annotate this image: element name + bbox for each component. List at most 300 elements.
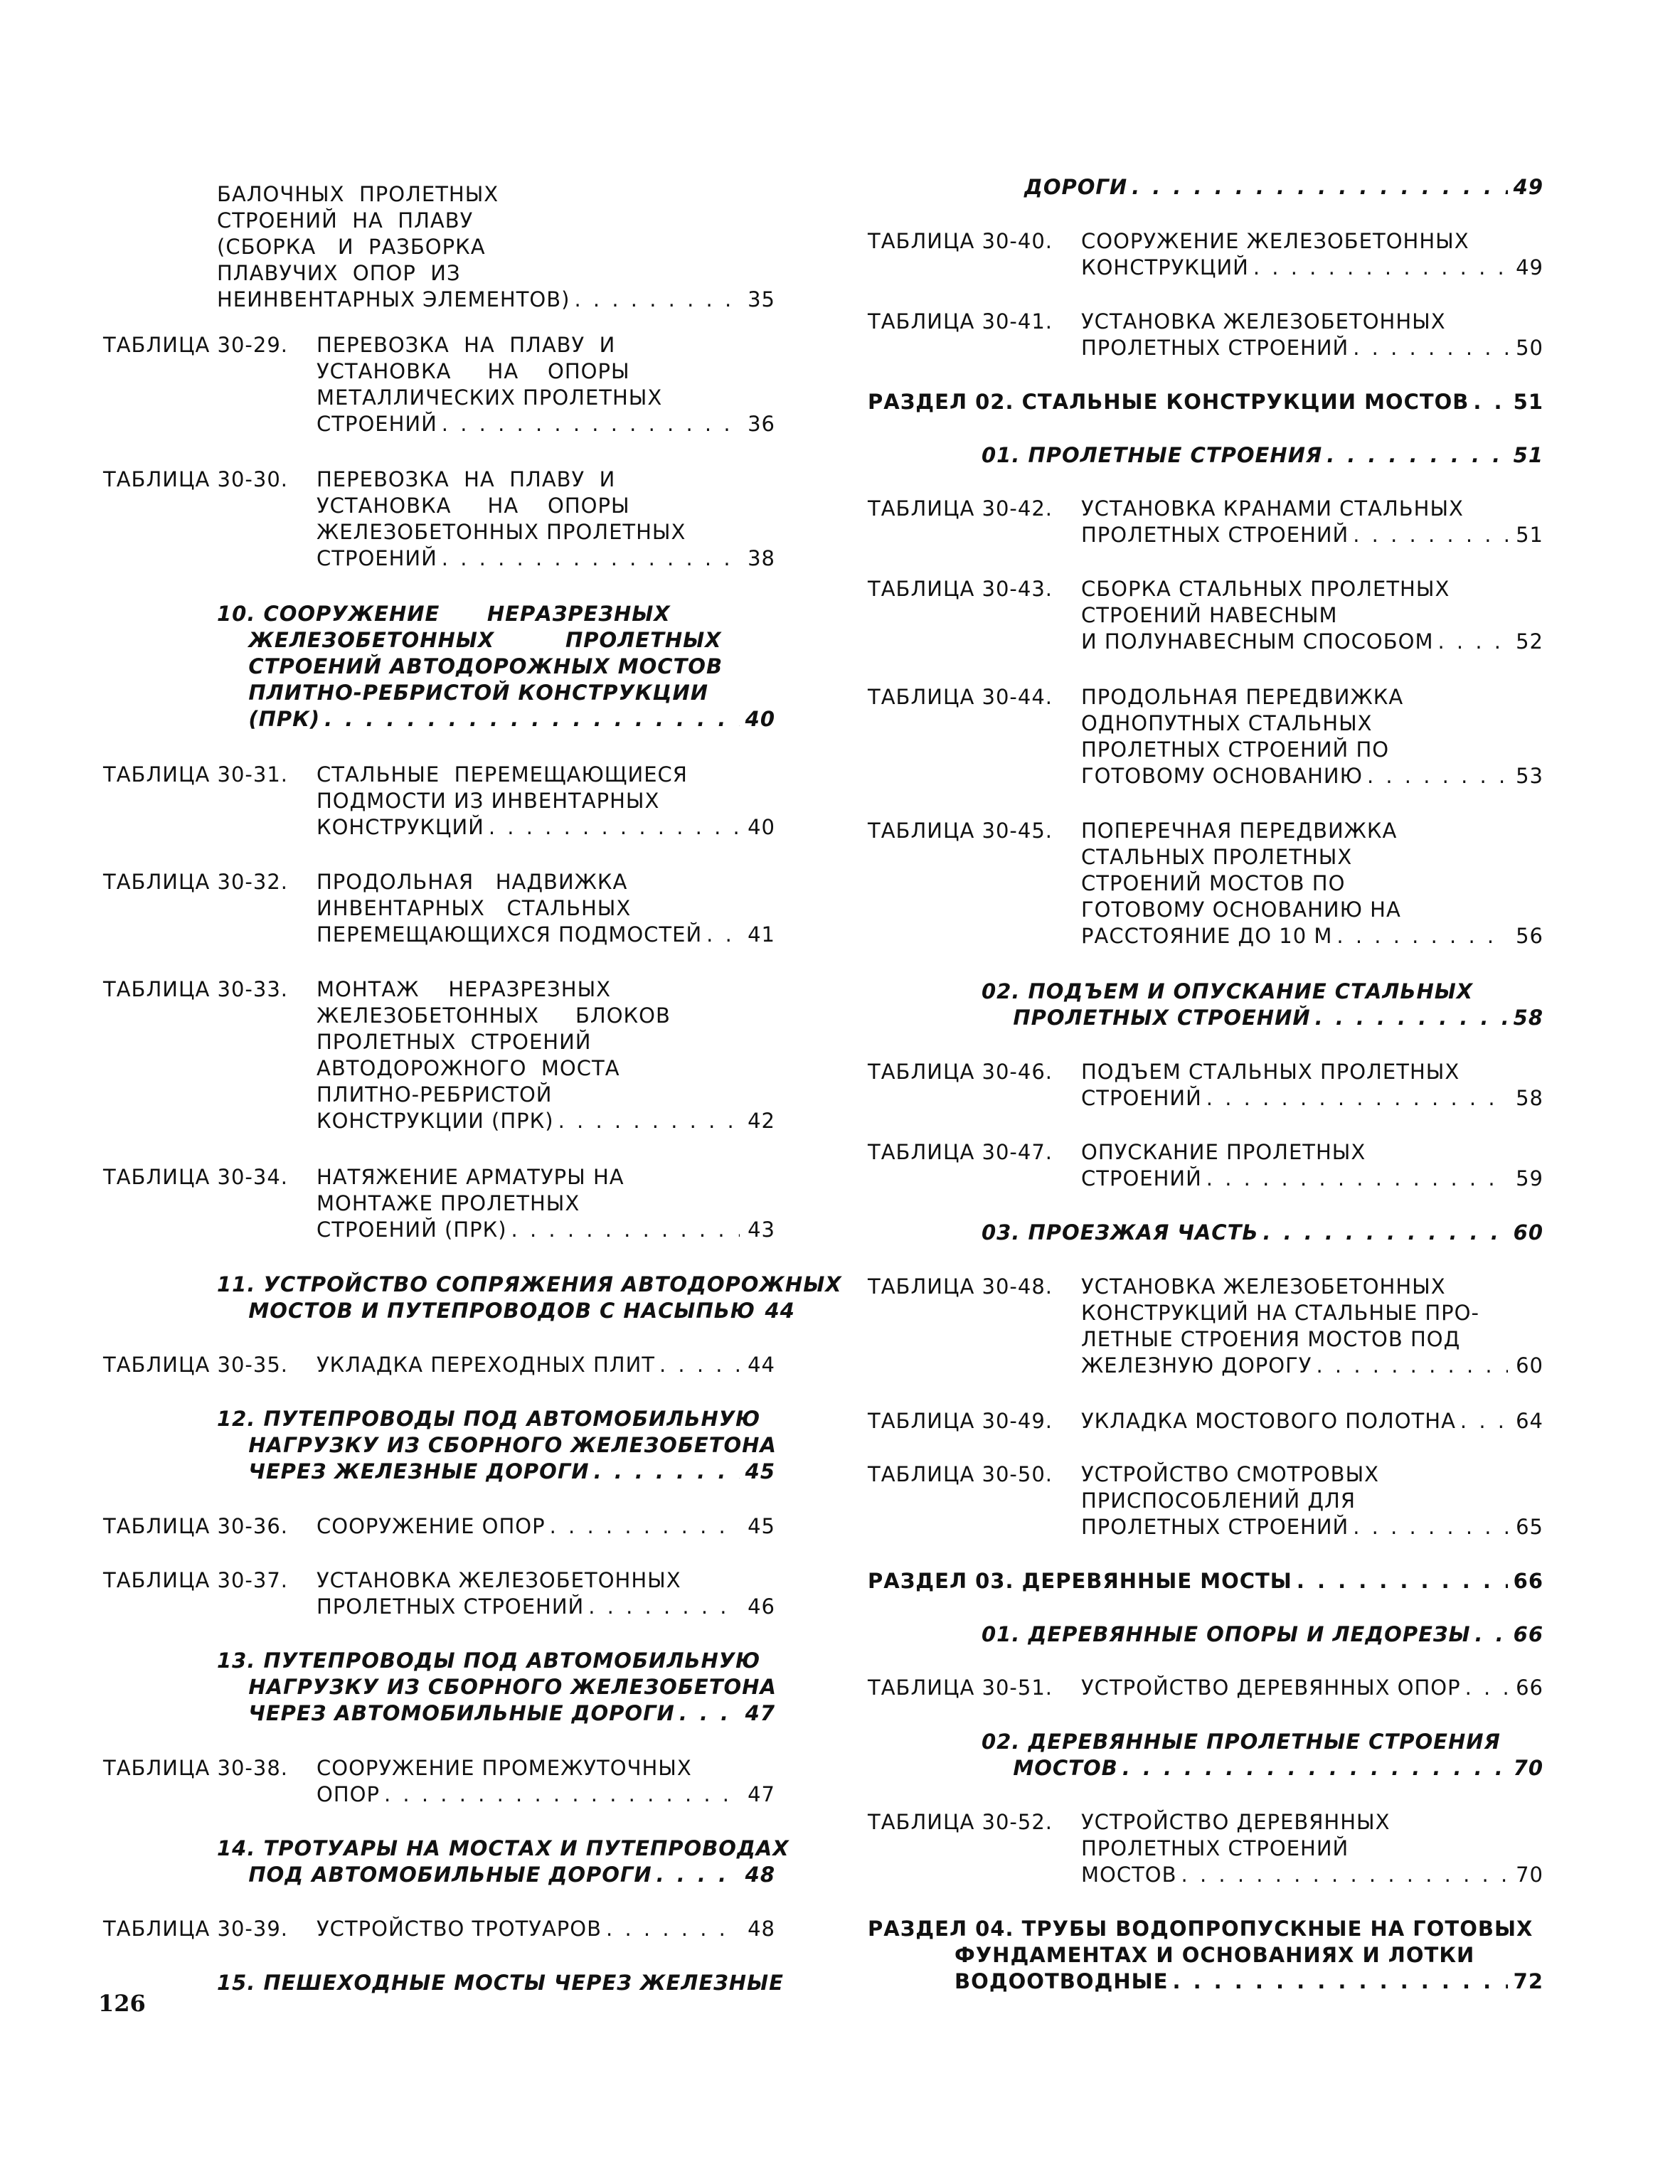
page-ref: 51	[1513, 390, 1543, 414]
entry-body	[1081, 1675, 1543, 1701]
toc-entry-line	[868, 1729, 1543, 1755]
toc-entry-line	[103, 976, 775, 1003]
entry-body	[103, 1406, 775, 1432]
dot-leader	[1206, 1166, 1508, 1192]
entry-body	[103, 706, 775, 733]
entry-title-line: СТРОЕНИЙ МОСТОВ ПО	[1081, 871, 1346, 895]
entry-body	[103, 1648, 775, 1674]
dot-leader	[324, 706, 740, 733]
dot-leader	[594, 1459, 740, 1485]
entry-body	[1081, 576, 1543, 602]
entry-body	[1081, 684, 1543, 710]
dot-leader	[1437, 629, 1508, 655]
entry-body	[868, 979, 1543, 1005]
entry-title-line: СООРУЖЕНИЕ ОПОР	[317, 1514, 546, 1538]
page-ref: 36	[748, 412, 775, 436]
entry-body	[317, 814, 775, 841]
toc-entry-line	[103, 1970, 784, 1996]
page-ref: 49	[1513, 175, 1543, 199]
toc-entry	[103, 762, 775, 841]
dot-leader	[1315, 1005, 1508, 1031]
toc-entry-line	[103, 1700, 775, 1727]
page-ref: 48	[745, 1863, 775, 1887]
entry-body	[1081, 1300, 1543, 1326]
entry-title-line: 02. ПОДЪЕМ И ОПУСКАНИЕ СТАЛЬНЫХ	[982, 979, 1474, 1003]
toc-entry-line	[868, 818, 1543, 844]
toc-entry-line	[103, 411, 775, 437]
toc-entry-line	[868, 710, 1543, 737]
toc-entry-line	[103, 1055, 775, 1082]
entry-title-line: 02. ДЕРЕВЯННЫЕ ПРОЛЕТНЫЕ СТРОЕНИЯ	[982, 1730, 1501, 1754]
toc-entry	[103, 1164, 775, 1243]
entry-title-line: КОНСТРУКЦИЙ НА СТАЛЬНЫЕ ПРО-	[1081, 1301, 1479, 1325]
entry-title-line: КОНСТРУКЦИЙ	[317, 815, 484, 839]
dot-leader	[1181, 1862, 1508, 1888]
toc-entry	[868, 1568, 1543, 1594]
dot-leader	[1353, 335, 1508, 361]
entry-title-line: УСТАНОВКА ЖЕЛЕЗОБЕТОННЫХ	[1081, 309, 1446, 334]
page-ref: 58	[1516, 1086, 1543, 1110]
page-ref: 50	[1516, 336, 1543, 360]
toc-entry-line	[103, 467, 775, 493]
entry-title-line: РАЗДЕЛ 02. СТАЛЬНЫЕ КОНСТРУКЦИИ МОСТОВ	[868, 390, 1469, 414]
entry-title-line: ПОДМОСТИ ИЗ ИНВЕНТАРНЫХ	[317, 789, 660, 813]
toc-entry-line	[868, 1085, 1543, 1112]
dot-leader	[558, 1108, 740, 1134]
toc-entry	[868, 174, 1543, 201]
entry-body	[868, 1942, 1543, 1969]
entry-body	[1081, 1809, 1543, 1836]
toc-entry	[103, 181, 775, 313]
toc-entry	[103, 1406, 775, 1485]
entry-body	[1081, 1274, 1543, 1300]
table-label: ТАБЛИЦА 30-38.	[103, 1756, 289, 1780]
table-label: ТАБЛИЦА 30-35.	[103, 1353, 289, 1377]
toc-entry-line	[868, 1461, 1543, 1488]
entry-title-line: УСТАНОВКА НА ОПОРЫ	[317, 359, 630, 383]
page-ref: 43	[748, 1218, 775, 1242]
entry-body	[1081, 1085, 1543, 1112]
entry-title-line: СТРОЕНИЙ АВТОДОРОЖНЫХ МОСТОВ	[217, 654, 723, 678]
page-ref: 47	[745, 1701, 775, 1725]
entry-title-line: РАЗДЕЛ 04. ТРУБЫ ВОДОПРОПУСКНЫЕ НА ГОТОВЫХ	[868, 1917, 1533, 1941]
entry-title-line: ИНВЕНТАРНЫХ СТАЛЬНЫХ	[317, 896, 632, 920]
entry-title-line: УСТРОЙСТВО ТРОТУАРОВ	[317, 1917, 602, 1941]
toc-entry	[868, 1408, 1543, 1434]
toc-entry-line	[103, 601, 775, 627]
entry-body	[868, 389, 1543, 415]
table-label: ТАБЛИЦА 30-39.	[103, 1917, 289, 1941]
entry-body	[317, 411, 775, 437]
toc-entry-line	[868, 309, 1543, 335]
toc-entry	[103, 869, 775, 948]
toc-entry	[103, 467, 775, 572]
toc-entry-line	[103, 1108, 775, 1134]
dot-leader	[442, 411, 740, 437]
entry-body	[103, 1836, 790, 1862]
dot-leader	[1122, 1755, 1508, 1781]
entry-title-line: ПРОЛЕТНЫХ СТРОЕНИЙ	[317, 1030, 592, 1054]
entry-body	[868, 1916, 1543, 1942]
dot-leader	[606, 1916, 740, 1942]
dot-leader	[1316, 1353, 1508, 1379]
entry-body	[317, 1594, 775, 1620]
entry-body	[868, 1621, 1543, 1648]
entry-title-line: ЖЕЛЕЗОБЕТОННЫХ БЛОКОВ	[317, 1003, 671, 1028]
entry-title-line: СТРОЕНИЙ (ПРК)	[317, 1218, 507, 1242]
table-label: ТАБЛИЦА 30-43.	[868, 577, 1053, 601]
toc-entry-line	[868, 1809, 1543, 1836]
entry-body	[1081, 1326, 1543, 1353]
toc-entry-line	[868, 522, 1543, 548]
entry-body	[1081, 1514, 1543, 1540]
toc-entry-line	[868, 335, 1543, 361]
page-ref: 40	[745, 707, 775, 731]
toc-entry-line	[103, 1082, 775, 1108]
dot-leader	[1132, 174, 1508, 201]
entry-body	[103, 601, 775, 627]
toc-entry	[868, 389, 1543, 415]
page-ref: 60	[1513, 1220, 1543, 1245]
table-label: ТАБЛИЦА 30-34.	[103, 1165, 289, 1189]
page-ref: 38	[748, 546, 775, 570]
entry-body	[317, 1567, 775, 1594]
entry-title-line: МОСТОВ И ПУТЕПРОВОДОВ С НАСЫПЬЮ	[217, 1299, 755, 1323]
entry-title-line: РАЗДЕЛ 03. ДЕРЕВЯННЫЕ МОСТЫ	[868, 1569, 1292, 1593]
toc-entry-line	[868, 629, 1543, 655]
dot-leader	[1473, 389, 1508, 415]
toc-entry	[868, 684, 1543, 789]
entry-body	[103, 287, 775, 313]
toc-entry-line	[868, 389, 1543, 415]
entry-title-line: 15. ПЕШЕХОДНЫЕ МОСТЫ ЧЕРЕЗ ЖЕЛЕЗНЫЕ	[217, 1971, 784, 1995]
page-ref: 66	[1516, 1676, 1543, 1700]
entry-title-line: СООРУЖЕНИЕ ПРОМЕЖУТОЧНЫХ	[317, 1756, 692, 1780]
entry-title-line: (ПРК)	[217, 707, 321, 731]
entry-body	[868, 174, 1543, 201]
entry-title-line: ОДНОПУТНЫХ СТАЛЬНЫХ	[1081, 711, 1373, 735]
toc-entry-line	[868, 1353, 1543, 1379]
table-label: ТАБЛИЦА 30-31.	[103, 762, 289, 787]
toc-entry-line	[103, 1029, 775, 1055]
toc-entry	[868, 1675, 1543, 1701]
entry-body	[1081, 818, 1543, 844]
entry-title-line: ФУНДАМЕНТАХ И ОСНОВАНИЯХ И ЛОТКИ	[868, 1943, 1475, 1967]
toc-entry-line	[868, 442, 1543, 469]
table-label: ТАБЛИЦА 30-30.	[103, 467, 289, 491]
page-ref: 41	[748, 922, 775, 947]
toc-entry-line	[103, 654, 775, 680]
entry-title-line: ПОД АВТОМОБИЛЬНЫЕ ДОРОГИ	[217, 1863, 652, 1887]
dot-leader	[442, 545, 740, 572]
page-ref: 56	[1516, 924, 1543, 948]
entry-title-line: НАГРУЗКУ ИЗ СБОРНОГО ЖЕЛЕЗОБЕТОНА	[217, 1675, 777, 1699]
page-ref: 45	[748, 1514, 775, 1538]
toc-entry-line	[103, 1674, 775, 1700]
toc-entry-line	[103, 1217, 775, 1243]
entry-title-line: ПЕРЕМЕЩАЮЩИХСЯ ПОДМОСТЕЙ	[317, 922, 703, 947]
entry-title-line: УСТРОЙСТВО СМОТРОВЫХ	[1081, 1462, 1380, 1486]
dot-leader	[588, 1594, 740, 1620]
toc-entry-line	[103, 234, 775, 260]
dot-leader	[489, 814, 740, 841]
toc-entry-line	[868, 737, 1543, 763]
entry-title-line: И ПОЛУНАВЕСНЫМ СПОСОБОМ	[1081, 629, 1434, 654]
toc-entry	[103, 1648, 775, 1727]
entry-body	[103, 1298, 795, 1324]
entry-body	[1081, 1862, 1543, 1888]
dot-leader	[1353, 522, 1508, 548]
entry-body	[868, 1568, 1543, 1594]
entry-title-line: ПРОДОЛЬНАЯ НАДВИЖКА	[317, 870, 628, 894]
entry-title-line: ПЕРЕВОЗКА НА ПЛАВУ И	[317, 333, 616, 357]
entry-title-line: ПЛИТНО-РЕБРИСТОЙ КОНСТРУКЦИИ	[217, 681, 708, 705]
table-label: ТАБЛИЦА 30-37.	[103, 1568, 289, 1592]
entry-title-line: ЧЕРЕЗ АВТОМОБИЛЬНЫЕ ДОРОГИ	[217, 1701, 675, 1725]
entry-title-line: БАЛОЧНЫХ ПРОЛЕТНЫХ	[217, 182, 499, 206]
dot-leader	[1297, 1568, 1508, 1594]
entry-body	[317, 358, 775, 385]
toc-entry-line	[103, 1916, 775, 1942]
entry-title-line: УСТАНОВКА ЖЕЛЕЗОБЕТОННЫХ	[1081, 1274, 1446, 1299]
entry-title-line: ЛЕТНЫЕ СТРОЕНИЯ МОСТОВ ПОД	[1081, 1327, 1461, 1351]
dot-leader	[1367, 763, 1508, 789]
toc-entry-line	[868, 1836, 1543, 1862]
entry-body	[1081, 629, 1543, 655]
dot-leader	[1262, 1220, 1508, 1246]
entry-title-line: (СБОРКА И РАЗБОРКА	[217, 235, 486, 259]
entry-title-line: УСТРОЙСТВО ДЕРЕВЯННЫХ ОПОР	[1081, 1676, 1461, 1700]
entry-title-line: ВОДООТВОДНЫЕ	[868, 1969, 1169, 1993]
dot-leader	[511, 1217, 740, 1243]
entry-body	[317, 1352, 775, 1378]
entry-title-line: МОНТАЖ НЕРАЗРЕЗНЫХ	[317, 977, 612, 1001]
entry-body	[1081, 1488, 1543, 1514]
toc-entry-line	[868, 1059, 1543, 1085]
table-label: ТАБЛИЦА 30-45.	[868, 819, 1053, 843]
entry-title-line: ПРИСПОСОБЛЕНИЙ ДЛЯ	[1081, 1488, 1356, 1513]
entry-body	[317, 493, 775, 519]
toc-entry-line	[868, 174, 1543, 201]
entry-body	[103, 1862, 775, 1888]
toc-entry-line	[103, 1298, 795, 1324]
entry-title-line: 11. УСТРОЙСТВО СОПРЯЖЕНИЯ АВТОДОРОЖНЫХ	[217, 1272, 842, 1296]
toc-entry	[868, 442, 1543, 469]
entry-body	[1081, 844, 1543, 870]
toc-entry	[868, 576, 1543, 655]
entry-title-line: ПРОЛЕТНЫХ СТРОЕНИЙ	[1081, 336, 1349, 360]
entry-title-line: МОСТОВ	[1081, 1863, 1177, 1887]
entry-body	[317, 762, 775, 788]
toc-entry-line	[103, 1432, 775, 1459]
page-ref: 40	[748, 815, 775, 839]
entry-title-line: ЖЕЛЕЗНУЮ ДОРОГУ	[1081, 1353, 1312, 1378]
page-ref: 49	[1516, 255, 1543, 279]
toc-entry	[868, 1621, 1543, 1648]
entry-title-line: УСТАНОВКА НА ОПОРЫ	[317, 494, 630, 518]
entry-body	[317, 1916, 775, 1942]
toc-entry	[868, 496, 1543, 548]
entry-title-line: УКЛАДКА МОСТОВОГО ПОЛОТНА	[1081, 1409, 1456, 1433]
table-label: ТАБЛИЦА 30-52.	[868, 1810, 1053, 1834]
toc-entry-line	[103, 332, 775, 358]
table-label: ТАБЛИЦА 30-44.	[868, 685, 1053, 709]
toc-entry	[868, 1274, 1543, 1379]
entry-body	[868, 1969, 1543, 1995]
entry-title-line: ПРОЛЕТНЫХ СТРОЕНИЙ	[982, 1006, 1311, 1030]
toc-entry	[868, 1059, 1543, 1112]
entry-body	[317, 1781, 775, 1808]
entry-body	[317, 869, 775, 895]
table-label: ТАБЛИЦА 30-40.	[868, 229, 1053, 253]
entry-title-line: ГОТОВОМУ ОСНОВАНИЮ НА	[1081, 897, 1401, 922]
entry-title-line: СТАЛЬНЫЕ ПЕРЕМЕЩАЮЩИЕСЯ	[317, 762, 688, 787]
entry-title-line: РАССТОЯНИЕ ДО 10 М	[1081, 924, 1333, 948]
entry-body	[1081, 496, 1543, 522]
entry-body	[317, 922, 775, 948]
toc-entry-line	[868, 979, 1543, 1005]
entry-body	[1081, 309, 1543, 335]
toc-entry-line	[103, 1862, 775, 1888]
toc-entry-line	[868, 684, 1543, 710]
page-ref: 47	[748, 1782, 775, 1806]
entry-title-line: 13. ПУТЕПРОВОДЫ ПОД АВТОМОБИЛЬНУЮ	[217, 1648, 761, 1673]
page-ref: 53	[1516, 764, 1543, 788]
entry-title-line: ЖЕЛЕЗОБЕТОННЫХ ПРОЛЕТНЫХ	[217, 628, 722, 652]
toc-entry-line	[868, 496, 1543, 522]
toc-entry-line	[868, 923, 1543, 949]
entry-title-line: ПРОЛЕТНЫХ СТРОЕНИЙ	[1081, 1836, 1349, 1860]
page-ref: 51	[1516, 523, 1543, 547]
toc-entry-line	[103, 1459, 775, 1485]
toc-entry-line	[103, 260, 775, 287]
entry-title-line: 01. ПРОЛЕТНЫЕ СТРОЕНИЯ	[982, 443, 1323, 467]
table-label: ТАБЛИЦА 30-50.	[868, 1462, 1053, 1486]
entry-title-line: ГОТОВОМУ ОСНОВАНИЮ	[1081, 764, 1363, 788]
page-ref: 52	[1516, 629, 1543, 654]
entry-body	[317, 545, 775, 572]
dot-leader	[679, 1700, 740, 1727]
toc-entry-line	[103, 706, 775, 733]
entry-body	[103, 260, 775, 287]
toc-entry-line	[103, 1513, 775, 1540]
entry-title-line: 14. ТРОТУАРЫ НА МОСТАХ И ПУТЕПРОВОДАХ	[217, 1836, 790, 1860]
table-label: ТАБЛИЦА 30-47.	[868, 1140, 1053, 1164]
dot-leader	[574, 287, 740, 313]
entry-body	[1081, 255, 1543, 281]
entry-body	[103, 181, 775, 208]
toc-entry-line	[868, 228, 1543, 255]
toc-entry-line	[868, 1488, 1543, 1514]
toc-entry	[103, 1272, 842, 1324]
entry-title-line: АВТОДОРОЖНОГО МОСТА	[317, 1056, 620, 1080]
entry-title-line: ПЛАВУЧИХ ОПОР ИЗ	[217, 261, 461, 285]
entry-body	[1081, 763, 1543, 789]
entry-body	[1081, 897, 1543, 923]
dot-leader	[384, 1781, 740, 1808]
toc-entry-line	[103, 1352, 775, 1378]
dot-leader	[550, 1513, 740, 1540]
toc-entry-line	[868, 1326, 1543, 1353]
entry-body	[1081, 335, 1543, 361]
dot-leader	[1206, 1085, 1508, 1112]
toc-entry	[103, 1755, 775, 1808]
entry-body	[1081, 1836, 1543, 1862]
dot-leader	[1327, 442, 1508, 469]
toc-entry-line	[868, 602, 1543, 629]
entry-title-line: ПРОДОЛЬНАЯ ПЕРЕДВИЖКА	[1081, 685, 1404, 709]
entry-body	[103, 1970, 784, 1996]
entry-title-line: СТРОЕНИЙ НАВЕСНЫМ	[1081, 603, 1338, 627]
entry-title-line: 12. ПУТЕПРОВОДЫ ПОД АВТОМОБИЛЬНУЮ	[217, 1407, 761, 1431]
entry-title-line: КОНСТРУКЦИЙ	[1081, 255, 1249, 279]
toc-entry	[868, 309, 1543, 361]
toc-entry-line	[103, 1003, 775, 1029]
entry-body	[317, 1190, 775, 1217]
entry-body	[103, 1459, 775, 1485]
page-number: 126	[98, 1990, 146, 2017]
entry-body	[1081, 870, 1543, 897]
entry-title-line: НАТЯЖЕНИЕ АРМАТУРЫ НА	[317, 1165, 624, 1189]
toc-entry-line	[103, 181, 775, 208]
toc-entry-line	[868, 1166, 1543, 1192]
entry-body	[1081, 602, 1543, 629]
dot-leader	[1465, 1675, 1508, 1701]
toc-entry-line	[103, 287, 775, 313]
dot-leader	[1475, 1621, 1508, 1648]
entry-title-line: ПЛИТНО-РЕБРИСТОЙ	[317, 1082, 553, 1107]
entry-title-line: МОСТОВ	[982, 1756, 1118, 1780]
toc-entry-line	[103, 1272, 842, 1298]
toc-entry-line	[103, 519, 775, 545]
entry-title-line: УСТАНОВКА ЖЕЛЕЗОБЕТОННЫХ	[317, 1568, 681, 1592]
entry-body	[317, 1108, 775, 1134]
table-label: ТАБЛИЦА 30-42.	[868, 496, 1053, 521]
toc-entry-line	[103, 1755, 775, 1781]
entry-body	[868, 1729, 1543, 1755]
entry-body	[1081, 737, 1543, 763]
toc-entry-line	[868, 870, 1543, 897]
toc-entry	[103, 976, 775, 1134]
toc-entry	[868, 1729, 1543, 1781]
toc-entry-line	[103, 869, 775, 895]
dot-leader	[656, 1862, 740, 1888]
toc-entry-line	[103, 762, 775, 788]
toc-entry-line	[868, 1969, 1543, 1995]
page-ref: 42	[748, 1109, 775, 1133]
entry-body	[103, 654, 775, 680]
entry-title-line: 01. ДЕРЕВЯННЫЕ ОПОРЫ И ЛЕДОРЕЗЫ	[982, 1622, 1471, 1646]
table-label: ТАБЛИЦА 30-32.	[103, 870, 289, 894]
dot-leader	[1353, 1514, 1508, 1540]
toc-entry	[868, 1139, 1543, 1192]
toc-entry	[868, 228, 1543, 281]
entry-title-line: ПРОЛЕТНЫХ СТРОЕНИЙ	[317, 1594, 585, 1619]
entry-title-line: МОНТАЖЕ ПРОЛЕТНЫХ	[317, 1191, 580, 1215]
toc-entry-line	[103, 680, 775, 706]
entry-body	[1081, 1461, 1543, 1488]
page-ref: 44	[748, 1353, 775, 1377]
entry-body	[317, 1217, 775, 1243]
toc-entry-line	[103, 627, 775, 654]
entry-title-line: УСТАНОВКА КРАНАМИ СТАЛЬНЫХ	[1081, 496, 1464, 521]
entry-body	[317, 1755, 775, 1781]
entry-title-line: МЕТАЛЛИЧЕСКИХ ПРОЛЕТНЫХ	[317, 385, 663, 410]
toc-entry-line	[103, 545, 775, 572]
entry-title-line: ОПОР	[317, 1782, 380, 1806]
entry-body	[103, 1272, 842, 1298]
dot-leader	[1253, 255, 1508, 281]
